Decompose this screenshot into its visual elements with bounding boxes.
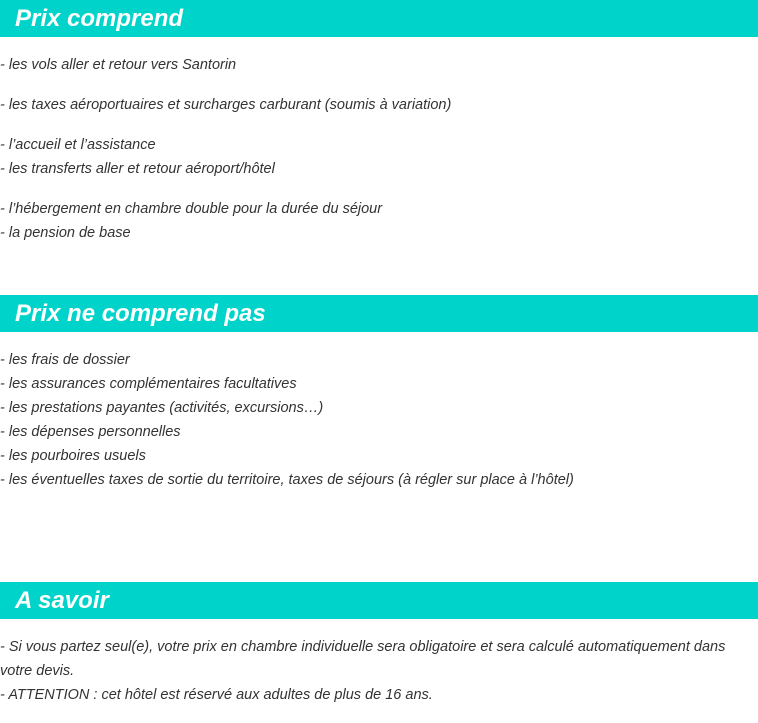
list-item: - l’accueil et l’assistance <box>0 137 156 153</box>
section-title: Prix comprend <box>15 5 184 32</box>
list-item: - Si vous partez seul(e), votre prix en chambre individuelle sera obligatoire et sera calculé automatiquement dans votre devis. <box>0 639 726 679</box>
list-item: - les frais de dossier <box>0 352 130 368</box>
list-item: - les transferts aller et retour aéroport/hôtel <box>0 161 275 177</box>
list-item: - les assurances complémentaires facultatives <box>0 376 297 392</box>
section-title: A savoir <box>15 587 109 614</box>
list-item: - les taxes aéroportuaires et surcharges carburant (soumis à variation) <box>0 97 452 113</box>
section-header-prix-ne-comprend-pas <box>0 295 758 332</box>
list-item: - les prestations payantes (activités, excursions…) <box>0 400 324 416</box>
section-header-a-savoir <box>0 582 758 619</box>
list-item: - les pourboires usuels <box>0 448 146 464</box>
list-item: - les éventuelles taxes de sortie du territoire, taxes de séjours (à régler sur place à l’hôtel) <box>0 472 574 488</box>
section-header-prix-comprend <box>0 0 758 37</box>
list-item: - la pension de base <box>0 225 131 241</box>
list-item: - l’hébergement en chambre double pour la durée du séjour <box>0 201 383 217</box>
list-item: - ATTENTION : cet hôtel est réservé aux adultes de plus de 16 ans. <box>0 687 433 703</box>
list-item: - les vols aller et retour vers Santorin <box>0 57 237 73</box>
section-title: Prix ne comprend pas <box>15 300 266 327</box>
list-item: - les dépenses personnelles <box>0 424 181 440</box>
